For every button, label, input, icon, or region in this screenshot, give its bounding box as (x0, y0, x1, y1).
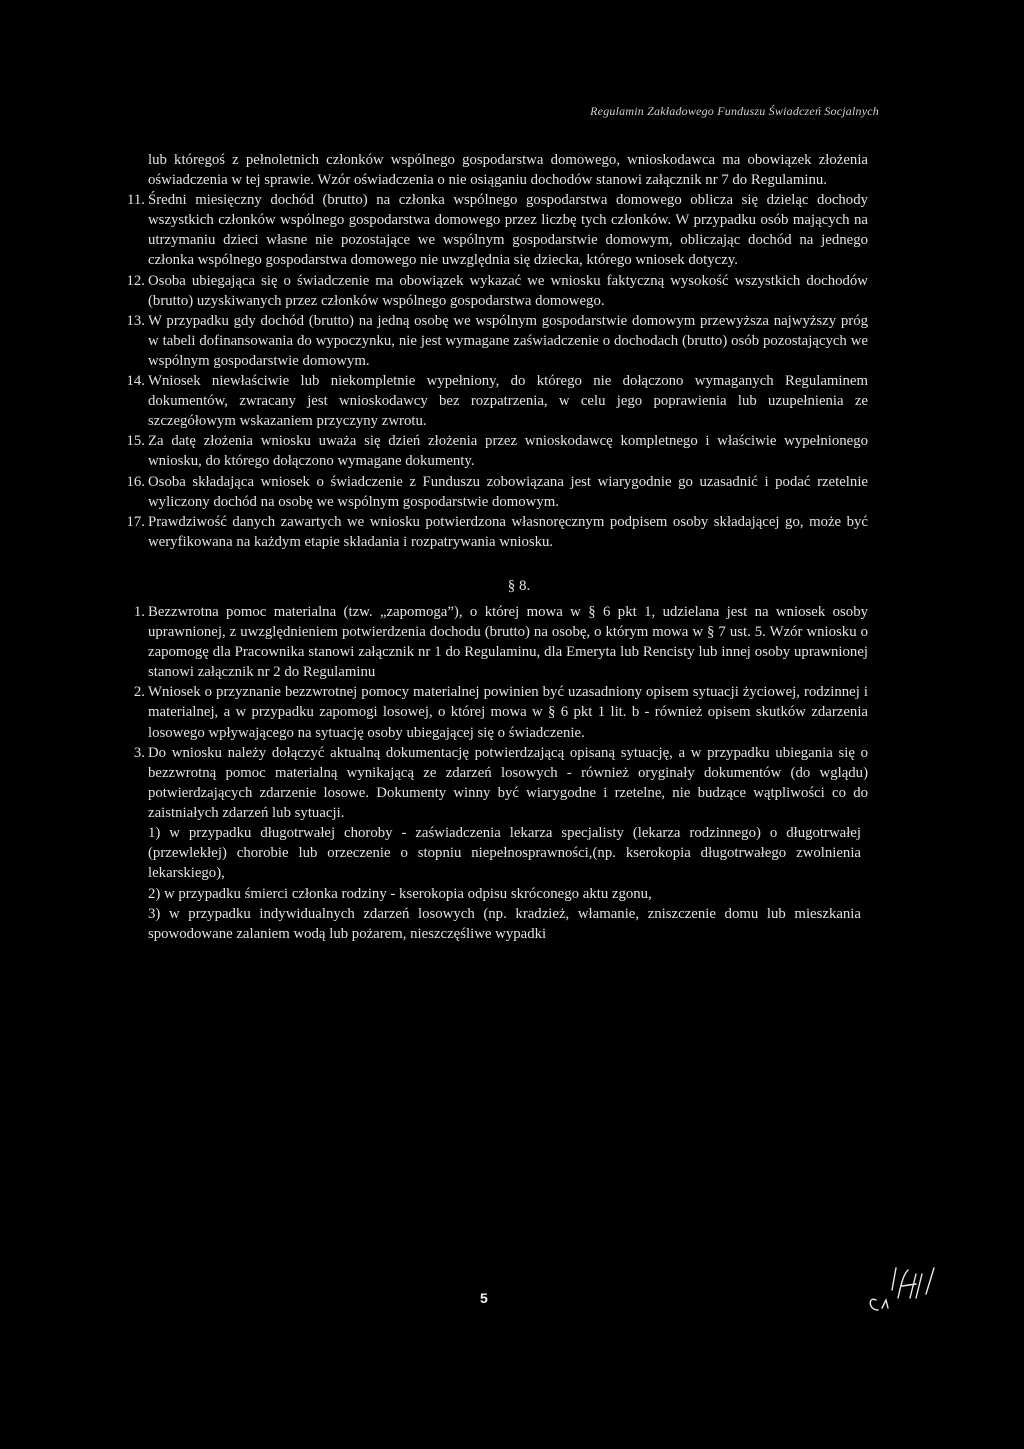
paragraph-number: 2. (133, 684, 145, 701)
intro-paragraph: lub któregoś z pełnoletnich członków wspólnego gospodarstwa domowego, wnioskodawca ma obowiązek złożenia oświadczenia w tej sprawie. Wzór oświadczenia o nie osiąganiu dochodów stanowi załącznik nr 7 do Regulaminu. (148, 152, 868, 189)
numbered-paragraph (126, 472, 868, 512)
paragraph-number: 17. (126, 513, 145, 530)
numbered-paragraph (133, 682, 868, 742)
paragraph-number: 16. (126, 473, 145, 490)
paragraph-number: 14. (126, 373, 145, 390)
attachment-subitems (148, 823, 861, 944)
paragraph-text: Wniosek o przyznanie bezzwrotnej pomocy materialnej powinien być uzasadniony opisem sytuacji życiowej, rodzinnej i materialnej, a w przypadku zapomogi losowej, o której mowa w § 6 pkt 1 lit. b - również opisem skutków zdarzenia losowego wpływającego na sytuację osoby ubiegającej się o świadczenie. (148, 684, 868, 741)
paragraph-text: Wniosek niewłaściwie lub niekompletnie wypełniony, do którego nie dołączono wymaganych Regulaminem dokumentów, zwracany jest wnioskodawcy bez rozpatrzenia, w celu jego poprawienia lub uzupełnienia ze szczegółowym wskazaniem przyczyny zwrotu. (148, 373, 868, 430)
paragraph-number: 1. (133, 603, 145, 620)
paragraph-number: 12. (126, 272, 145, 289)
numbered-paragraph (126, 431, 868, 471)
paragraph-text: Osoba składająca wniosek o świadczenie z Funduszu zobowiązana jest wiarygodnie go uzasadnić i podać rzetelnie wyliczony dochód na osobę we wspólnym gospodarstwie domowym. (148, 473, 868, 510)
numbered-paragraph (126, 512, 868, 552)
paragraph-text: Osoba ubiegająca się o świadczenie ma obowiązek wykazać we wniosku faktyczną wysokość wszystkich dochodów (brutto) uzyskiwanych przez członków wspólnego gospodarstwa domowego. (148, 272, 868, 309)
paragraph-text: Bezzwrotna pomoc materialna (tzw. „zapomoga”), o której mowa w § 6 pkt 1, udzielana jest na wniosek osoby uprawnionej, z uwzględnieniem potwierdzenia dochodu (brutto) na osobę, o którym mowa w § 7 ust. 5. Wzór wniosku o zapomogę dla Pracownika stanowi załącznik nr 1 do Regulaminu, dla Emeryta lub Rencisty lub innej osoby uprawnionej stanowi załącznik nr 2 do Regulaminu (148, 603, 868, 681)
paragraph-number: 3. (133, 744, 145, 761)
numbered-paragraph (126, 371, 868, 431)
section-heading: § 8. (507, 577, 531, 594)
paragraph-list-8 (133, 602, 868, 823)
numbered-paragraph (133, 602, 868, 682)
numbered-paragraph (127, 190, 868, 270)
numbered-paragraph (126, 271, 868, 311)
sub-item: 2) w przypadku śmierci członka rodziny - kserokopia odpisu skróconego aktu zgonu, (148, 885, 652, 902)
sub-item: 1) w przypadku długotrwałej choroby - zaświadczenia lekarza specjalisty (lekarza rodzinnego) o długotrwałej (przewlekłej) chorobie lub orzeczenie o stopniu niepełnosprawności,(np. kserokopia długotrwałego zwolnienia lekarskiego), (148, 825, 861, 882)
paragraph-number: 15. (126, 433, 145, 450)
sub-item: 3) w przypadku indywidualnych zdarzeń losowych (np. kradzież, włamanie, zniszczenie domu lub mieszkania spowodowane zalaniem wodą lub pożarem, nieszczęśliwe wypadki (148, 905, 861, 943)
numbered-paragraph (126, 311, 868, 371)
handwritten-initials (858, 1260, 958, 1320)
running-header: Regulamin Zakładowego Funduszu Świadczeń Socjalnych (590, 104, 879, 118)
paragraph-text: Prawdziwość danych zawartych we wniosku potwierdzona własnoręcznym podpisem osoby składającej go, może być weryfikowana na każdym etapie składania i rozpatrywania wniosku. (148, 513, 868, 550)
paragraph-text: Średni miesięczny dochód (brutto) na członka wspólnego gospodarstwa domowego oblicza się dzieląc dochody wszystkich członków wspólnego gospodarstwa domowego przez liczbę tych członków. W przypadku osób mających na utrzymaniu dzieci własne nie pozostające we wspólnym gospodarstwie domowym, obliczając dochód na jednego członka wspólnego gospodarstwa domowego nie uwzględnia się dziecka, którego wniosek dotyczy. (148, 192, 868, 269)
page-number: 5 (480, 1290, 488, 1306)
paragraph-text: W przypadku gdy dochód (brutto) na jedną osobę we wspólnym gospodarstwie domowym przewyższa najwyższy próg w tabeli dofinansowania do wypoczynku, nie jest wymagane zaświadczenie o dochodach (brutto) osób pozostających we wspólnym gospodarstwie domowym. (148, 312, 868, 369)
paragraph-list-7 (126, 190, 868, 552)
paragraph-number: 11. (127, 192, 145, 209)
paragraph-number: 13. (126, 312, 145, 329)
regulation-body (126, 150, 868, 823)
numbered-paragraph (133, 743, 868, 823)
paragraph-text: Za datę złożenia wniosku uważa się dzień złożenia przez wnioskodawcę kompletnego i właściwie wypełnionego wniosku, do którego dołączono wymagane dokumenty. (148, 433, 868, 470)
paragraph-text: Do wniosku należy dołączyć aktualną dokumentację potwierdzającą opisaną sytuację, a w przypadku ubiegania się o bezzwrotną pomoc materialną wynikającą ze zdarzeń losowych - również oryginały dokumentów (do wglądu) potwierdzających zdarzenie losowe. Dokumenty winny być wiarygodne i rzetelne, nie budzące wątpliwości co do zaistniałych zdarzeń lub sytuacji. (148, 744, 868, 821)
